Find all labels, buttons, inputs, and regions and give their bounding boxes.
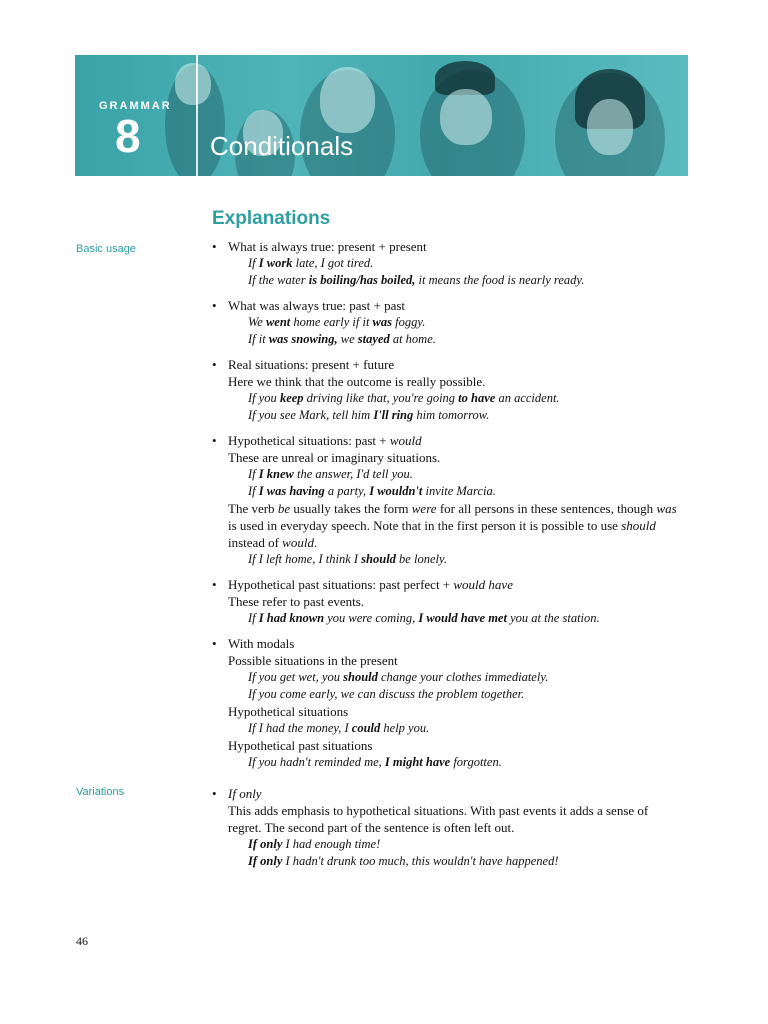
side-label-variations: Variations [76, 786, 125, 798]
example-segment: should [361, 552, 396, 566]
example-sentence [228, 836, 682, 853]
modal-group-label: Possible situations in the present [228, 653, 398, 668]
example-segment: If [248, 611, 259, 625]
rule-heading-text: Real situations: present + future [228, 357, 395, 372]
rule-description: This adds emphasis to hypothetical situations. With past events it adds a sense of regret. The second part of the sentence is often left out. [228, 803, 649, 835]
rule-description: These are unreal or imaginary situations. [228, 450, 441, 465]
example-sentence [228, 390, 682, 407]
modal-group-label: Hypothetical past situations [228, 738, 373, 753]
example-sentence [228, 407, 682, 424]
example-sentence [228, 610, 682, 627]
example-sentence [228, 720, 682, 737]
example-segment: was snowing, [268, 332, 338, 346]
example-sentence [228, 686, 682, 703]
rule-heading-text: With modals [228, 636, 295, 651]
page-number: 46 [76, 934, 88, 948]
rule-heading [228, 635, 682, 652]
example-segment: I might have [384, 755, 451, 769]
example-segment: I was having [258, 484, 325, 498]
grammar-label: GRAMMAR [99, 100, 172, 112]
example-segment: invite Marcia. [422, 484, 496, 498]
example-segment: If [248, 484, 259, 498]
chapter-title: Conditionals [210, 131, 354, 161]
example-segment: I knew [258, 467, 294, 481]
example-segment: If [248, 256, 259, 270]
bullet: • [212, 433, 217, 448]
bullet: • [212, 577, 217, 592]
example-segment: If only [248, 837, 283, 851]
side-label-basic-usage: Basic usage [76, 243, 136, 255]
example-segment: home early if it [290, 315, 373, 329]
example-segment: him tomorrow. [413, 408, 490, 422]
example-segment: is boiling/has boiled, [308, 273, 416, 287]
example-segment: we [337, 332, 358, 346]
example-segment: foggy. [392, 315, 426, 329]
bullet: • [212, 298, 217, 313]
example-segment: an accident. [495, 391, 560, 405]
example-segment: I wouldn't [369, 484, 423, 498]
example-segment: should [343, 670, 378, 684]
example-segment: If [248, 467, 259, 481]
explanations-content [212, 238, 682, 878]
rule-item [212, 785, 682, 870]
example-segment: the answer, I'd tell you. [293, 467, 413, 481]
example-sentence [228, 853, 682, 870]
example-segment: If you get wet, you [248, 670, 344, 684]
note-segment: should [621, 518, 656, 533]
rule-heading-italic: would [389, 433, 422, 448]
rule-description: Here we think that the outcome is really possible. [228, 374, 486, 389]
rule-item [212, 432, 682, 568]
example-segment: I'll ring [373, 408, 414, 422]
example-segment: forgotten. [450, 755, 502, 769]
note-segment: . [313, 535, 318, 550]
note-segment: instead of [228, 535, 283, 550]
rule-heading-text: Hypothetical situations: past + [228, 433, 390, 448]
example-sentence [228, 754, 682, 771]
note-segment: for all persons in these sentences, though [436, 501, 657, 516]
example-segment: went [265, 315, 291, 329]
rule-item [212, 297, 682, 348]
note-segment: The verb [228, 501, 278, 516]
note-segment: is used in everyday speech. Note that in the first person it is possible to use [228, 518, 622, 533]
example-sentence [228, 331, 682, 348]
bullet: • [212, 357, 217, 372]
example-segment: If the water [248, 273, 309, 287]
example-segment: I work [258, 256, 293, 270]
example-segment: I had known [258, 611, 325, 625]
rule-heading-italic: would have [453, 577, 513, 592]
rule-description: These refer to past events. [228, 594, 365, 609]
example-segment: you at the station. [506, 611, 600, 625]
rule-item [212, 356, 682, 424]
rule-item [212, 635, 682, 771]
example-segment: change your clothes immediately. [377, 670, 549, 684]
example-segment: I would have met [418, 611, 507, 625]
rule-heading [228, 297, 682, 314]
example-segment: If it [248, 332, 269, 346]
note-segment: be [277, 501, 291, 516]
example-sentence [228, 669, 682, 686]
example-segment: If you [248, 391, 280, 405]
chapter-banner [75, 55, 688, 176]
chapter-number: 8 [115, 110, 141, 162]
rule-heading [228, 576, 682, 593]
note-segment: would [282, 535, 314, 550]
note-segment: usually takes the form [290, 501, 412, 516]
modal-group-label: Hypothetical situations [228, 704, 349, 719]
example-segment: was [372, 315, 392, 329]
bullet: • [212, 786, 217, 801]
example-sentence [228, 314, 682, 331]
rule-heading [228, 432, 682, 449]
example-sentence [228, 272, 682, 289]
example-segment: If only [248, 854, 283, 868]
example-segment: If you come early, we can discuss the problem together. [248, 687, 525, 701]
example-sentence [228, 483, 682, 500]
bullet: • [212, 239, 217, 254]
rule-heading [228, 785, 682, 802]
example-segment: at home. [389, 332, 436, 346]
example-segment: a party, [324, 484, 370, 498]
example-segment: be lonely. [395, 552, 447, 566]
example-segment: it means the food is nearly ready. [415, 273, 585, 287]
example-segment: If I left home, I think I [248, 552, 362, 566]
example-sentence [228, 466, 682, 483]
example-segment: to have [458, 391, 496, 405]
example-segment: keep [279, 391, 304, 405]
example-segment: could [351, 721, 381, 735]
section-title: Explanations [212, 208, 331, 229]
example-segment: I hadn't drunk too much, this wouldn't have happened! [282, 854, 559, 868]
example-segment: If I had the money, I [248, 721, 352, 735]
example-segment: If you hadn't reminded me, [248, 755, 385, 769]
explanation-note [228, 500, 682, 551]
example-segment: stayed [357, 332, 390, 346]
rule-item [212, 238, 682, 289]
rule-heading-italic: If only [228, 786, 262, 801]
example-sentence [228, 255, 682, 272]
rule-heading-text: What was always true: past + past [228, 298, 406, 313]
rule-item [212, 576, 682, 627]
example-segment: driving like that, you're going [303, 391, 459, 405]
bullet: • [212, 636, 217, 651]
note-segment: was [656, 501, 677, 516]
example-segment: If you see Mark, tell him [248, 408, 374, 422]
rule-heading-text: Hypothetical past situations: past perfect + [228, 577, 454, 592]
rule-heading [228, 356, 682, 373]
example-segment: help you. [380, 721, 430, 735]
example-segment: you were coming, [324, 611, 419, 625]
note-segment: were [411, 501, 437, 516]
example-segment: I had enough time! [282, 837, 381, 851]
example-segment: late, I got tired. [292, 256, 374, 270]
rule-heading [228, 238, 682, 255]
rule-heading-text: What is always true: present + present [228, 239, 427, 254]
example-sentence [228, 551, 682, 568]
example-segment: We [248, 315, 266, 329]
